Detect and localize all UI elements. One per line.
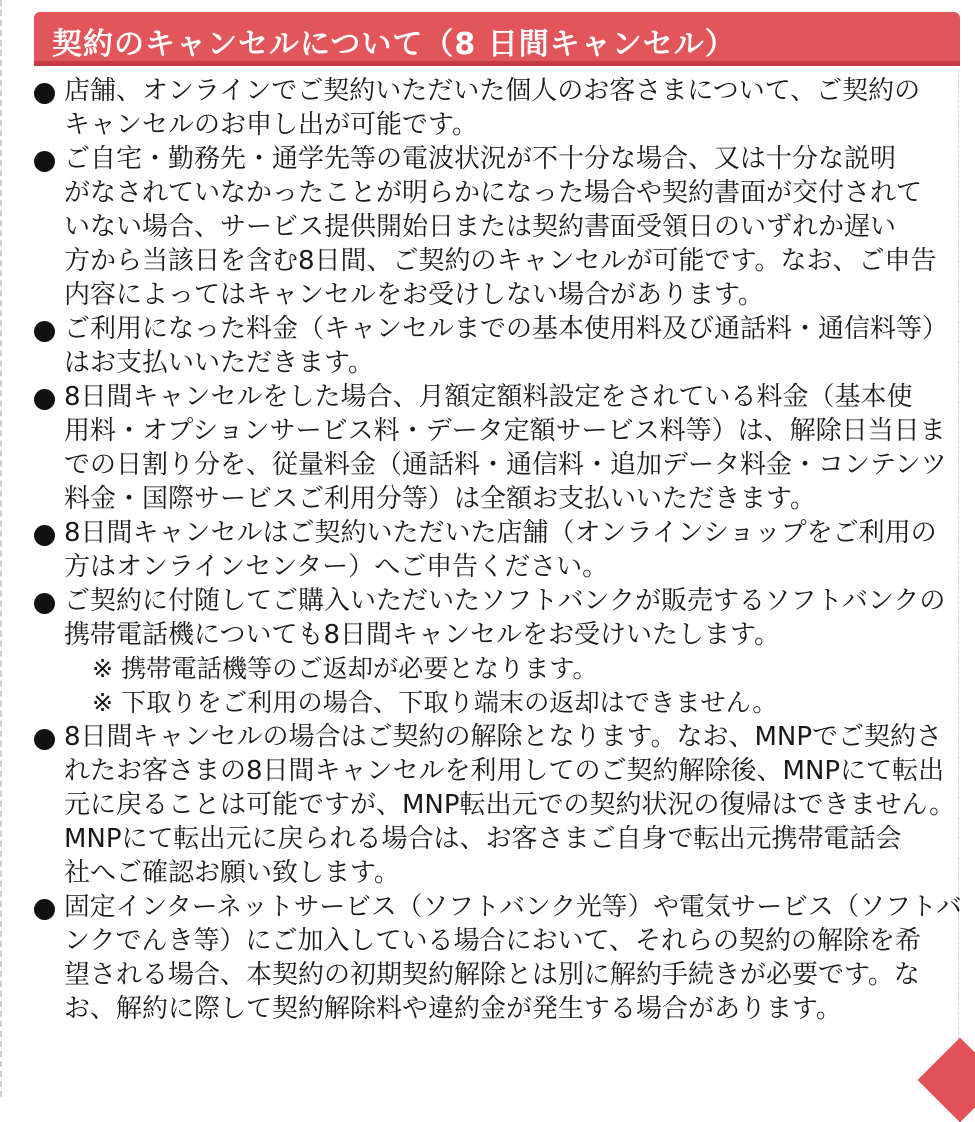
item-text-line: 店舗、オンラインでご契約いただいた個人のお客さまについて、ご契約の: [64, 76, 921, 106]
bullet-icon: [34, 525, 55, 546]
item-text-line: 8日間キャンセルをした場合、月額定額料設定をされている料金（基本使: [64, 382, 913, 412]
item-text-line: MNPにて転出元に戻られる場合は、お客さまご自身で転出元携帯電話会: [64, 824, 902, 854]
item-text-line: での日割り分を、従量料金（通話料・通信料・追加データ料金・コンテンツ: [64, 450, 947, 480]
item-text-line: 望される場合、本契約の初期契約解除とは別に解約手続きが必要です。な: [64, 960, 920, 990]
list-item: [34, 584, 962, 720]
item-note: ※ 携帯電話機等のご返却が必要となります。: [92, 654, 598, 683]
list-item: [34, 312, 962, 380]
section-title: 契約のキャンセルについて（8 日間キャンセル）: [52, 27, 736, 62]
corner-decoration: [918, 1038, 975, 1122]
item-text-line: ご利用になった料金（キャンセルまでの基本使用料及び通話料・通信料等）: [64, 314, 949, 344]
list-item: [34, 720, 962, 890]
item-text-line: キャンセルのお申し出が可能です。: [64, 110, 478, 140]
item-text-line: お、解約に際して契約解除料や違約金が発生する場合があります。: [64, 994, 842, 1024]
bullet-icon: [34, 151, 55, 172]
item-text-line: 8日間キャンセルはご契約いただいた店舗（オンラインショップをご利用の: [64, 518, 937, 548]
list-item: [34, 516, 962, 584]
item-text-line: 携帯電話機についても8日間キャンセルをお受けいたします。: [64, 620, 780, 650]
item-text-line: れたお客さまの8日間キャンセルを利用してのご契約解除後、MNPにて転出: [64, 756, 945, 786]
item-text-line: 方はオンラインセンター）へご申告ください。: [64, 552, 609, 582]
list-item: [34, 74, 962, 142]
list-item: [34, 380, 962, 516]
item-text-line: 元に戻ることは可能ですが、MNP転出元での契約状況の復帰はできません。: [64, 790, 956, 820]
item-text-line: はお支払いいただきます。: [64, 348, 374, 378]
item-note: ※ 下取りをご利用の場合、下取り端末の返却はできません。: [92, 688, 778, 717]
item-text-line: 方から当該日を含む8日間、ご契約のキャンセルが可能です。なお、ご申告: [64, 246, 937, 276]
item-text-line: ンクでんき等）にご加入している場合において、それらの契約の解除を希: [64, 926, 921, 956]
item-text-line: 社へご確認お願い致します。: [64, 858, 400, 888]
bullet-icon: [34, 593, 55, 614]
item-text-line: いない場合、サービス提供開始日または契約書面受領日のいずれか遅い: [64, 212, 897, 242]
bullet-icon: [34, 83, 55, 104]
cut-line-left: [0, 0, 2, 1097]
bullet-icon: [34, 321, 55, 342]
item-text-line: 8日間キャンセルの場合はご契約の解除となります。なお、MNPでご契約さ: [64, 722, 943, 752]
item-text-line: ご自宅・勤務先・通学先等の電波状況が不十分な場合、又は十分な説明: [64, 144, 897, 174]
item-text-line: 固定インターネットサービス（ソフトバンク光等）や電気サービス（ソフトバ: [64, 892, 962, 922]
bullet-icon: [34, 389, 55, 410]
bullet-icon: [34, 899, 55, 920]
notice-list: [34, 74, 962, 1026]
item-text-line: 内容によってはキャンセルをお受けしない場合があります。: [64, 280, 764, 310]
item-text-line: がなされていなかったことが明らかになった場合や契約書面が交付されて: [64, 178, 923, 208]
bullet-icon: [34, 729, 55, 750]
item-text-line: 用料・オプションサービス料・データ定額サービス料等）は、解除日当日ま: [64, 416, 946, 446]
item-text-line: ご契約に付随してご購入いただいたソフトバンクが販売するソフトバンクの: [64, 586, 946, 616]
item-text-line: 料金・国際サービスご利用分等）は全額お支払いいただきます。: [64, 484, 816, 514]
list-item: [34, 142, 962, 312]
list-item: [34, 890, 962, 1026]
section-header: [34, 12, 960, 66]
